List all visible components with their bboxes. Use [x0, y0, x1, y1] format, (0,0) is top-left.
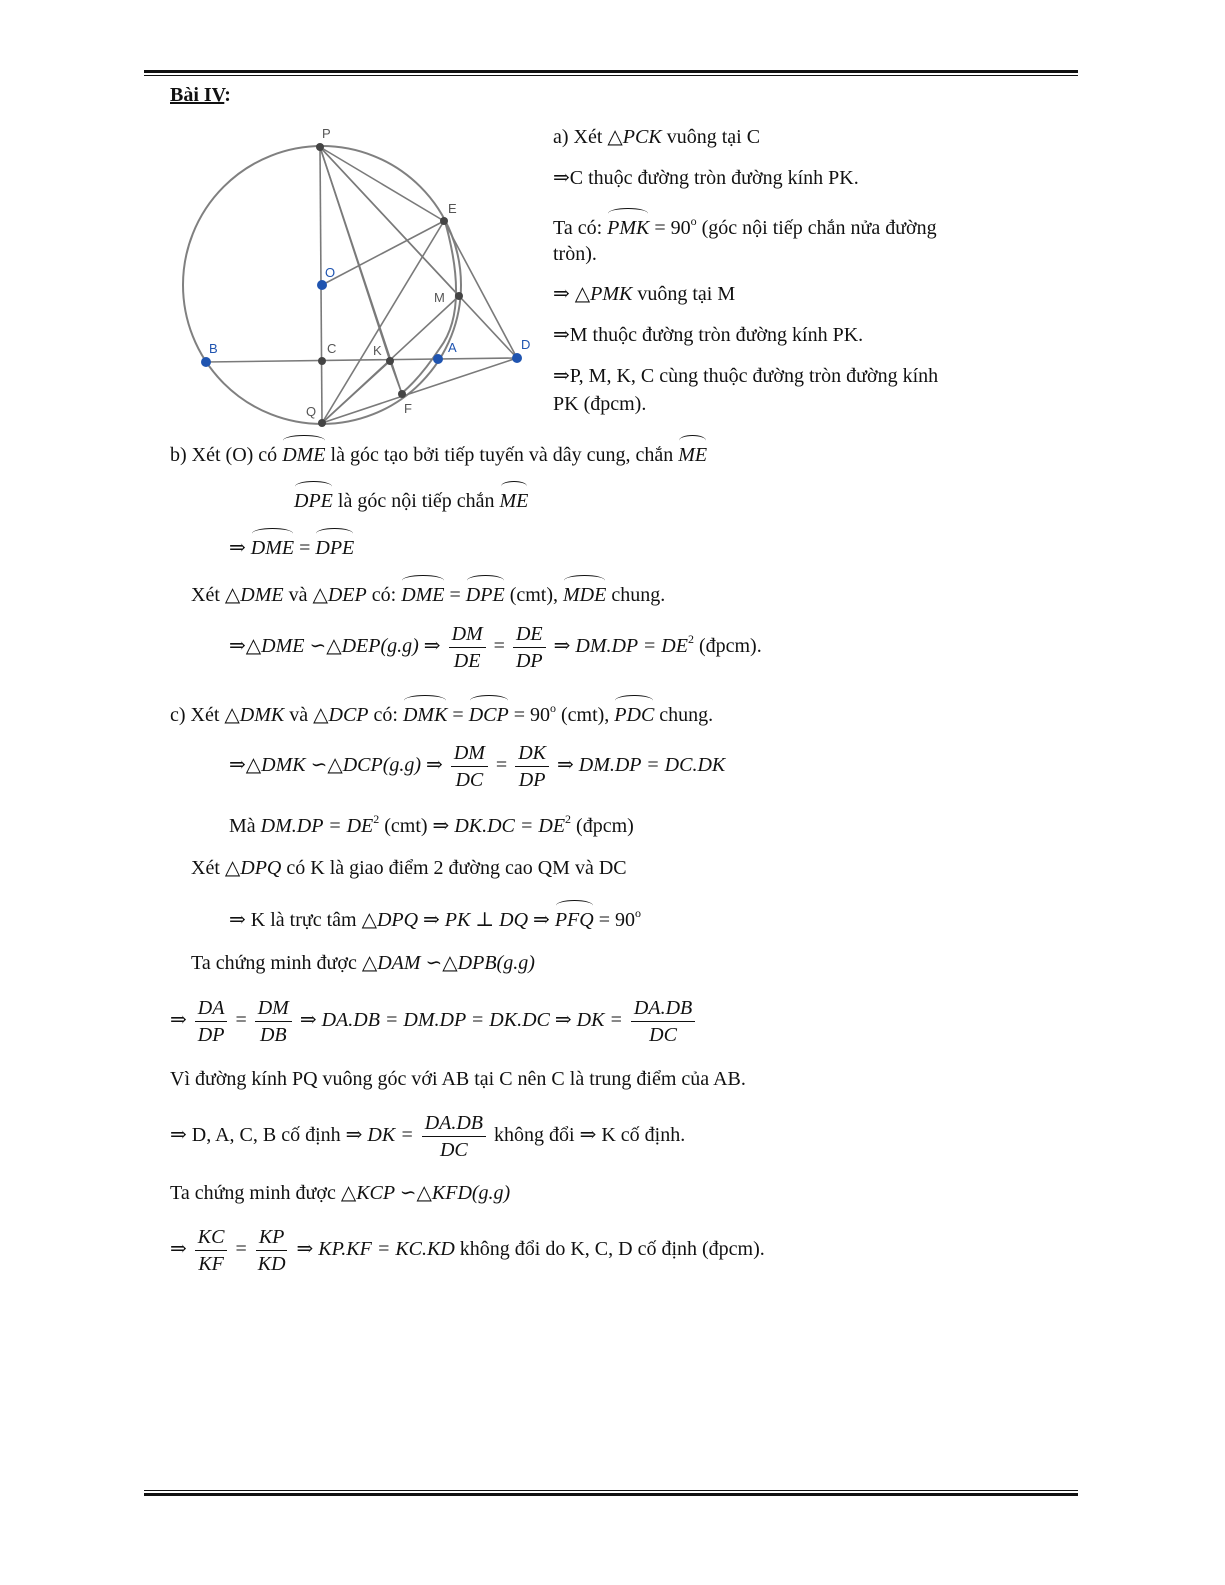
label-f: F: [404, 401, 412, 416]
point-q: [318, 419, 326, 427]
part-a-line-8: PK (đpcm).: [553, 393, 647, 415]
footer-rule: [144, 1490, 1078, 1496]
point-b: [201, 357, 211, 367]
part-c-line-8: Vì đường kính PQ vuông góc với AB tại C nên C là trung điểm của AB.: [170, 1068, 746, 1090]
header-rule: [144, 70, 1078, 76]
label-p: P: [322, 126, 331, 141]
part-a-line-1: a) Xét △PCK vuông tại C: [553, 126, 761, 148]
part-c-line-4: Xét △DPQ có K là giao điểm 2 đường cao QM và DC: [191, 857, 627, 879]
part-c-line-1: c) Xét △DMK và △DCP có: DMK = DCP = $90^o$ (cmt), PDC chung.: [170, 698, 713, 728]
label-a: A: [448, 340, 457, 355]
part-c-line-2: ⇒△DMK ∽△DCP(g.g) ⇒ $\frac{DM}{DC}$ = $\frac{DK}{DP}$ ⇒ DM.DP = DC.DK: [229, 742, 726, 791]
segment-qd: [322, 358, 517, 423]
label-b: B: [209, 341, 218, 356]
part-a-line-2: ⇒C thuộc đường tròn đường kính PK.: [553, 167, 859, 189]
label-o: O: [325, 265, 336, 280]
point-k: [386, 357, 394, 365]
point-d: [512, 353, 522, 363]
point-a: [433, 354, 443, 364]
segment-qe: [322, 221, 444, 423]
part-b-line-2: DPE là góc nội tiếp chắn ME: [294, 484, 528, 514]
label-m: M: [434, 290, 445, 305]
part-c-line-7: ⇒ $\frac{DA}{DP}$ = $\frac{DM}{DB}$ ⇒ DA.DB = DM.DP = DK.DC ⇒ DK = $\frac{DA.DB}{DC}$: [170, 995, 698, 1048]
segment-pm-line: [320, 147, 459, 296]
part-b-line-1: b) Xét (O) có DME là góc tạo bởi tiếp tuyến và dây cung, chắn ME: [170, 438, 707, 468]
point-m: [455, 292, 463, 300]
part-a-line-7: ⇒P, M, K, C cùng thuộc đường tròn đường kính: [553, 365, 939, 387]
label-q: Q: [306, 404, 317, 419]
label-d: D: [521, 337, 531, 352]
part-b-line-5: ⇒△DME ∽△DEP(g.g) ⇒ $\frac{DM}{DE}$ = $\frac{DE}{DP}$ ⇒ $DM.DP = DE^2$ (đpcm).: [229, 623, 762, 672]
part-c-line-6: Ta chứng minh được △DAM ∽△DPB(g.g): [191, 952, 535, 974]
exercise-title: Bài IV:: [170, 84, 231, 106]
geometry-figure: [170, 118, 550, 438]
point-c: [318, 357, 326, 365]
part-a-line-4: tròn).: [553, 243, 597, 265]
segment-oe: [322, 221, 444, 285]
segment-kf: [390, 361, 402, 394]
point-o: [317, 280, 327, 290]
point-f: [398, 390, 406, 398]
part-a-line-6: ⇒M thuộc đường tròn đường kính PK.: [553, 324, 864, 346]
part-a-line-5: ⇒ △PMK vuông tại M: [553, 283, 736, 305]
label-k: K: [373, 343, 382, 358]
part-c-line-11: ⇒ $\frac{KC}{KF}$ = $\frac{KP}{KD}$ ⇒ KP.KF = KC.KD không đổi do K, C, D cố định (đpcm).: [170, 1226, 765, 1275]
part-c-line-10: Ta chứng minh được △KCP ∽△KFD(g.g): [170, 1182, 511, 1204]
point-p: [316, 143, 324, 151]
segment-qk: [322, 361, 390, 423]
label-c: C: [327, 341, 337, 356]
part-c-line-9: ⇒ D, A, C, B cố định ⇒ DK = $\frac{DA.DB}{DC}$ không đổi ⇒ K cố định.: [170, 1112, 686, 1161]
part-c-line-3: Mà $DM.DP = DE^2$ (cmt) ⇒ $DK.DC = DE^2$ (đpcm): [229, 812, 634, 837]
point-e: [440, 217, 448, 225]
part-c-line-5: ⇒ K là trực tâm △DPQ ⇒ PK ⊥ DQ ⇒ PFQ = $90^o$: [229, 903, 641, 933]
part-a-line-3: Ta có: PMK = $90^o$ (góc nội tiếp chắn nửa đường: [553, 211, 937, 241]
label-e: E: [448, 201, 457, 216]
part-b-line-3: ⇒ DME = DPE: [229, 531, 354, 561]
segment-ed: [444, 221, 517, 358]
part-b-line-4: Xét △DME và △DEP có: DME = DPE (cmt), MDE chung.: [191, 578, 665, 608]
